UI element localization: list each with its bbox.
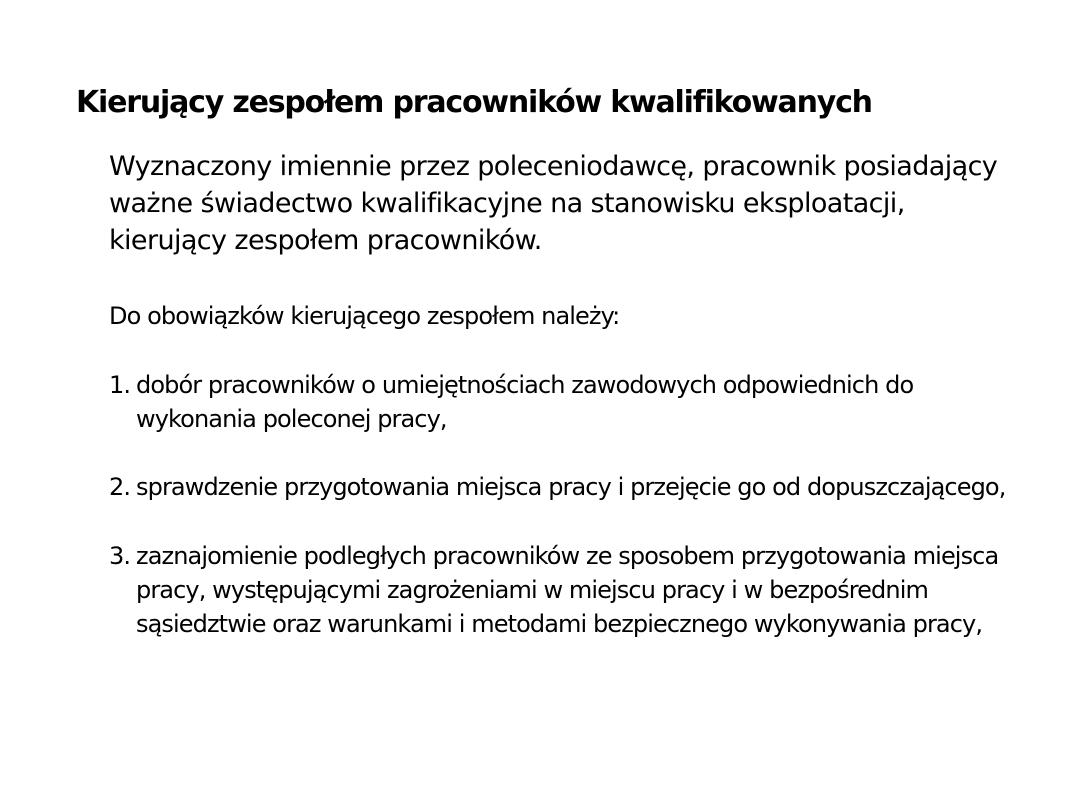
duty-text: dobór pracowników o umiejętnościach zawodowych odpowiednich do wykonania poleconej pracy, [136, 371, 914, 433]
duty-item-2 [109, 470, 1029, 504]
duty-text: zaznajomienie podległych pracowników ze sposobem przygotowania miejsca pracy, występującymi zagrożeniami w miejscu pracy i w bezpośrednim sąsiedztwie oraz warunkami i metodami bezpiecznego wykonywania pracy, [136, 542, 999, 638]
duties-intro: Do obowiązków kierującego zespołem należy: [109, 302, 620, 330]
duty-number: 2. [109, 473, 131, 501]
duty-text: sprawdzenie przygotowania miejsca pracy i przejęcie go od dopuszczającego, [136, 473, 1006, 501]
duty-item-1 [109, 368, 1029, 436]
definition-text: Wyznaczony imiennie przez poleceniodawcę, pracownik posiadający ważne świadectwo kwalifikacyjne na stanowisku eksploatacji, kierujący zespołem pracowników. [109, 151, 998, 256]
duty-item-3 [109, 539, 1029, 641]
duty-number: 1. [109, 371, 131, 399]
duties-list [109, 368, 1029, 675]
slide-title: Kierujący zespołem pracowników kwalifikowanych [76, 85, 872, 120]
duty-number: 3. [109, 542, 131, 570]
